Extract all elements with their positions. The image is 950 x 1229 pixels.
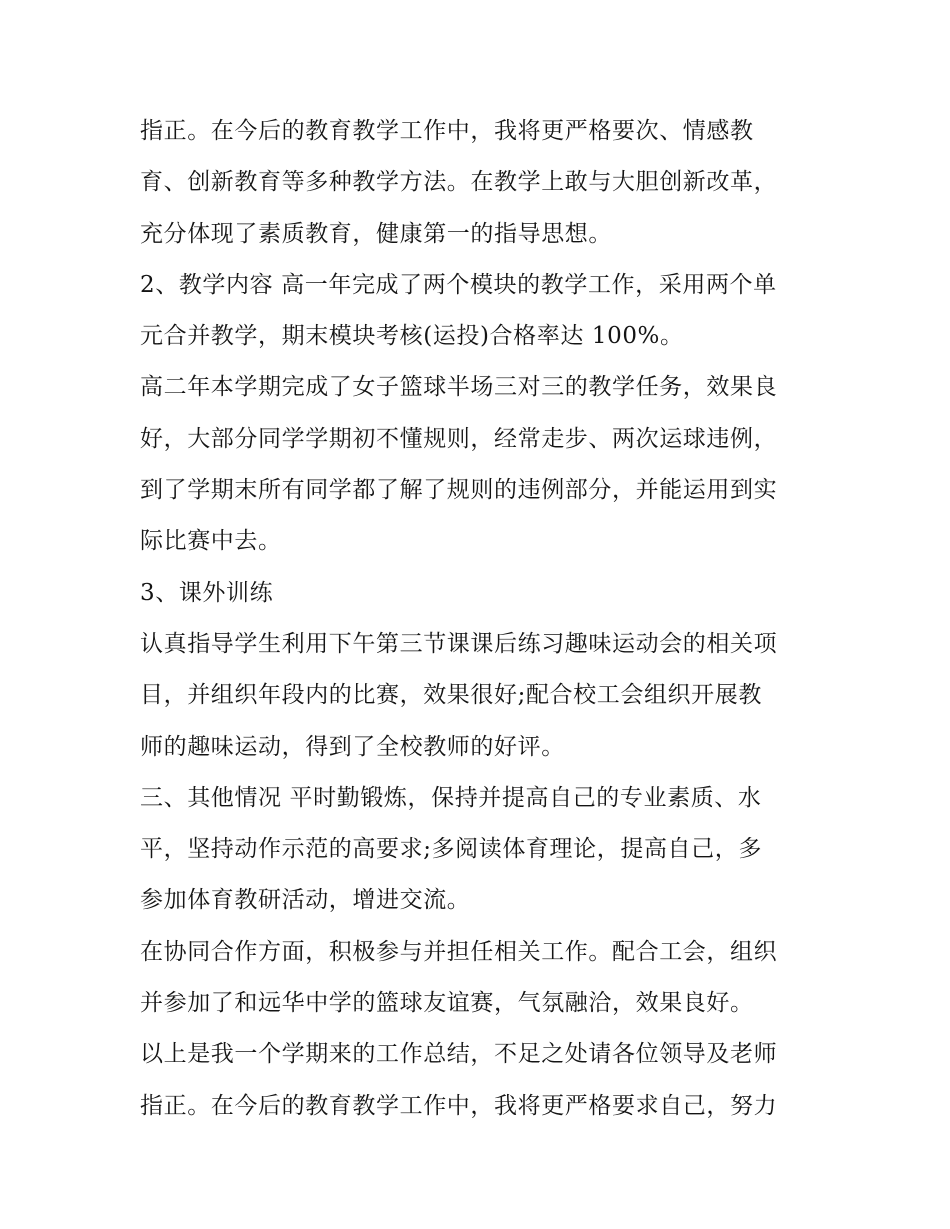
text-line: 平，坚持动作示范的高要求;多阅读体育理论，提高自己，多 [140, 836, 762, 863]
text-line: 充分体现了素质教育，健康第一的指导思想。 [140, 220, 612, 247]
text-line: 元合并教学，期末模块考核(运投)合格率达 100%。 [140, 323, 684, 350]
text-line: 认真指导学生利用下午第三节课课后练习趣味运动会的相关项 [140, 630, 778, 657]
text-line: 以上是我一个学期来的工作总结，不足之处请各位领导及老师 [140, 1041, 778, 1068]
text-line: 在协同合作方面，积极参与并担任相关工作。配合工会，组织 [140, 938, 778, 965]
section-heading-line: 三、其他情况 平时勤锻炼，保持并提高自己的专业素质、水 [140, 784, 762, 811]
text-line: 到了学期末所有同学都了解了规则的违例部分，并能运用到实 [140, 477, 778, 504]
text-line: 际比赛中去。 [140, 528, 282, 555]
text-line: 指正。在今后的教育教学工作中，我将更严格要次、情感教 [140, 118, 754, 144]
text-line: 好，大部分同学学期初不懂规则，经常走步、两次运球违例， [140, 425, 778, 452]
text-line: 目，并组织年段内的比赛，效果很好;配合校工会组织开展教 [140, 682, 762, 709]
text-line: 高二年本学期完成了女子篮球半场三对三的教学任务，效果良 [140, 374, 778, 401]
text-line: 并参加了和远华中学的篮球友谊赛，气氛融洽，效果良好。 [140, 990, 754, 1017]
section-heading-line: 3、课外训练 [140, 579, 274, 606]
section-heading-line: 2、教学内容 高一年完成了两个模块的教学工作，采用两个单 [140, 271, 777, 298]
text-line: 育、创新教育等多种教学方法。在教学上敢与大胆创新改革， [140, 169, 778, 196]
body-text [140, 106, 820, 1132]
text-line: 指正。在今后的教育教学工作中，我将更严格要求自己，努力 [140, 1092, 778, 1119]
text-line: 师的趣味运动，得到了全校教师的好评。 [140, 733, 565, 760]
text-line: 参加体育教研活动，增进交流。 [140, 887, 471, 914]
